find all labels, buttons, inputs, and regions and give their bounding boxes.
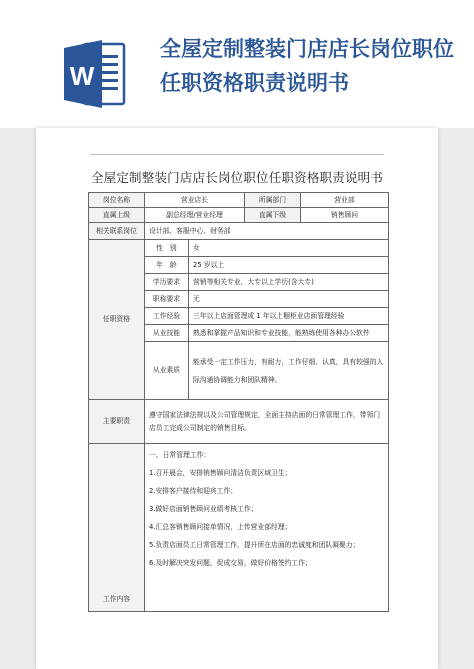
related-positions-label: 相关联系岗位 — [89, 223, 145, 240]
department-label: 所属部门 — [245, 193, 301, 208]
education-value: 营销等相关专业，大专以上学历(含大专) — [189, 274, 389, 291]
work-item: 2.安排客户接待和迎宾工作； — [149, 487, 238, 495]
word-document-icon — [62, 38, 128, 110]
main-duty-label: 主要职责 — [89, 400, 145, 444]
word-icon-letter: W — [69, 61, 95, 91]
title-requirement-value: 无 — [189, 291, 389, 308]
position-name-label: 岗位名称 — [89, 193, 145, 208]
work-item: 5.负责店面员工日常管理工作，提升所在店面的忠诚度和团队凝聚力； — [149, 541, 360, 549]
page-header — [0, 0, 474, 128]
gender-label: 性 别 — [145, 240, 189, 257]
work-content-value — [145, 444, 389, 612]
work-item: 一、日常管理工作： — [149, 451, 211, 459]
work-item: 3.做好店面销售顾问业绩考核工作； — [149, 505, 258, 513]
table-row — [89, 208, 389, 223]
table-row — [89, 193, 389, 208]
superior-label: 直属上级 — [89, 208, 145, 223]
subordinate-label: 直属下级 — [245, 208, 301, 223]
qualifications-label: 任职资格 — [89, 240, 145, 400]
education-label: 学历要求 — [145, 274, 189, 291]
work-item: 1.召开晨会，安排销售顾问清洁负责区域卫生； — [149, 469, 292, 477]
job-description-table — [88, 192, 389, 612]
superior-value: 副总经理/营业经理 — [145, 208, 245, 223]
age-label: 年 龄 — [145, 257, 189, 274]
experience-label: 工作经验 — [145, 308, 189, 325]
header-title: 全屋定制整装门店店长岗位职位任职资格职责说明书 — [160, 37, 454, 95]
work-content-label: 工作内容 — [89, 444, 145, 612]
gender-value: 女 — [189, 240, 389, 257]
table-row — [89, 223, 389, 240]
skills-value: 熟悉和掌握产品知识和专业技能，能熟练使用各种办公软件 — [189, 325, 389, 342]
main-duty-value: 遵守国家法律法规以及公司管理规定，全面主持店面的日常管理工作，带领门店员工完成公司制定的销售目标。 — [145, 400, 389, 444]
skills-label: 从业技能 — [145, 325, 189, 342]
subordinate-value: 销售顾问 — [301, 208, 389, 223]
table-row — [89, 240, 389, 257]
department-value: 营业部 — [301, 193, 389, 208]
table-row — [89, 400, 389, 444]
title-requirement-label: 职称要求 — [145, 291, 189, 308]
experience-value: 三年以上店面管理或 1 年以上橱柜业店面管理经验 — [189, 308, 389, 325]
related-positions-value: 设计部、客服中心、财务部 — [145, 223, 389, 240]
work-item: 6.及时解决突发问题，促成交易，做好价格签约工作； — [149, 559, 312, 567]
table-row — [89, 444, 389, 612]
age-value: 25 岁以上 — [189, 257, 389, 274]
quality-value: 能承受一定工作压力，有耐力，工作仔细、认真，具有较强的人际沟通协调能力和团队精神。 — [189, 342, 389, 400]
position-name-value: 营业店长 — [145, 193, 245, 208]
quality-label: 从业素质 — [145, 342, 189, 400]
top-divider — [90, 154, 384, 155]
document-title: 全屋定制整装门店店长岗位职位任职资格职责说明书 — [90, 170, 384, 185]
document-page — [36, 128, 438, 669]
work-item: 4.汇总客销售顾问接单情况，上传营业部经理； — [149, 523, 292, 531]
